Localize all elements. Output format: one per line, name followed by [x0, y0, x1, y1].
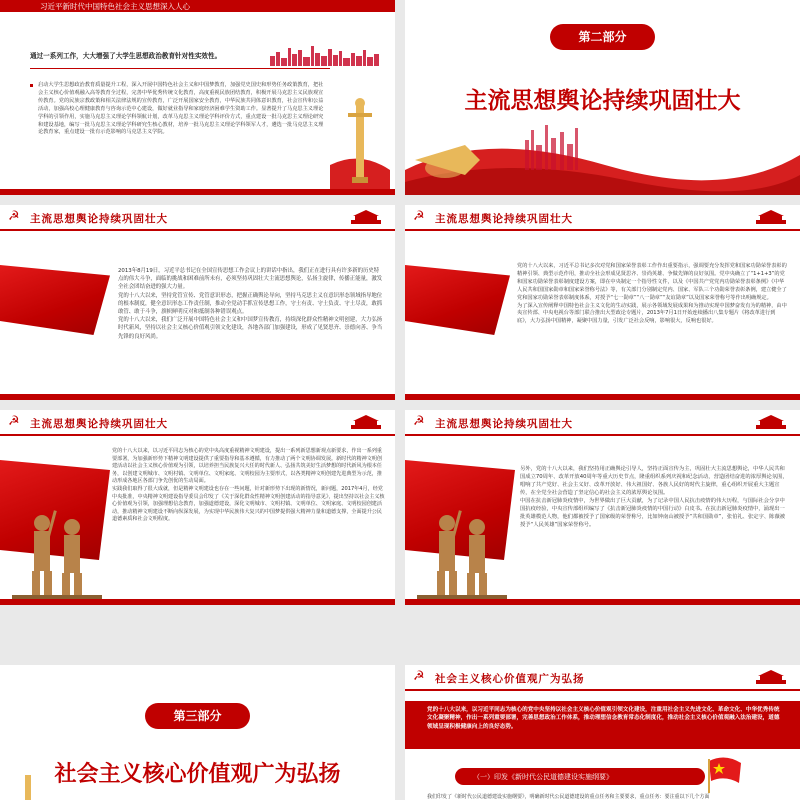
- slide-1-lead: 通过一系列工作，大大增强了大学生思想政治教育针对性实效性。: [30, 52, 222, 60]
- slide-1-rule: [30, 68, 330, 69]
- tiananmen-icon: [349, 413, 383, 431]
- party-emblem-icon: ☭: [413, 669, 425, 684]
- party-emblem-icon: ☭: [413, 209, 425, 224]
- slide-8-header-title: 社会主义核心价值观广为弘扬: [435, 673, 585, 685]
- slide-4-red-flag: [405, 265, 510, 335]
- slide-4: [405, 205, 800, 400]
- slide-5-header: [0, 410, 395, 435]
- part-two-pill: 第二部分: [550, 24, 655, 50]
- slide-3-bottom-bar: [0, 394, 395, 400]
- slide-3: [0, 205, 395, 400]
- slide-4-header: [405, 205, 800, 230]
- slide-8-header: [405, 665, 800, 690]
- slide-3-header: [0, 205, 395, 230]
- slide-1-header-title: 习近平新时代中国特色社会主义思想深入人心: [40, 2, 190, 11]
- huabiao-column-icon: [330, 95, 390, 195]
- party-emblem-icon: ☭: [413, 414, 425, 429]
- slide-6-body: 另外，党的十八大以来，我们坚持用正确舆论引导人，坚持正面宣传为主，巩固壮大主流思想舆论，中华人民共和国成立70周年、改革开放40周年等重大历史节点，隆重组织系列庆祝和纪念活动，营造团结奋进的浓厚舆论氛围，唱响了共产党好、社会主义好、改革开放好、伟大祖国好、各族人民好的时代主旋律，重心组织开展重大主题宣传，在全党全社会营造了坚定信心的社会主义的浓厚舆论氛围。 中国在抗击新冠肺炎疫情中，为世界做出了巨大贡献，为了记录中国人民抗击疫情的伟大历程，与国际社会分享中国抗疫经验，中央宣传部组织编写了《抗击新冠肺炎疫情的中国行动》白皮书。在抗击新冠肺炎疫情中，涌现出一批英雄模范人物，他们都被授予了国家级的荣誉称号，比如钟南山被授予“共和国勋章”，张伯礼、张定宇、陈薇被授予“人民英雄”国家荣誉称号。: [520, 466, 788, 528]
- slide-8-banner: [405, 701, 800, 749]
- slide-8-footer-text: 我们印发了《新时代公民道德建设实施纲要》，明确新时代公民道德建设的重点任务和主要要求，重点任务：要注重以下几个方面: [427, 794, 710, 800]
- slide-6-header: [405, 410, 800, 435]
- slide-4-bottom-bar: [405, 394, 800, 400]
- slide-1-bottom-bar: [0, 189, 395, 195]
- slide-3-header-rule: [0, 229, 395, 231]
- city-skyline-icon: [268, 44, 383, 66]
- slide-6: [405, 410, 800, 605]
- slide-5: [0, 410, 395, 605]
- slide-1-bullet-mark: [30, 84, 33, 87]
- tiananmen-icon: [349, 208, 383, 226]
- slide-6-header-rule: [405, 434, 800, 436]
- slide-2-title: 主流思想舆论持续巩固壮大: [464, 88, 741, 114]
- slide-6-header-title: 主流思想舆论持续巩固壮大: [435, 418, 573, 430]
- slide-5-header-rule: [0, 434, 395, 436]
- slide-6-bottom-bar: [405, 599, 800, 605]
- slide-1: [0, 0, 395, 195]
- slide-5-header-title: 主流思想舆论持续巩固壮大: [30, 418, 168, 430]
- slide-8-header-rule: [405, 689, 800, 691]
- slide-3-red-flag: [0, 265, 110, 335]
- red-flag-star-icon: [705, 753, 745, 793]
- party-emblem-icon: ☭: [8, 209, 20, 224]
- tiananmen-icon: [754, 208, 788, 226]
- party-emblem-icon: ☭: [8, 414, 20, 429]
- slide-8: [405, 665, 800, 800]
- slide-7-title: 社会主义核心价值观广为弘扬: [54, 762, 341, 787]
- tiananmen-icon: [754, 668, 788, 686]
- slide-4-body: 党的十八大以来，习近平总书记多次对党和国家荣誉表彰工作作出重要指示，强调要充分发挥党和国家功勋荣誉表彰的精神引领、典型示范作用，推动全社会形成见贤思齐、崇尚英雄、争做先锋的良好氛围。党中央确立了“1+1+3”的党和国家功勋荣誉表彰制度建设方案，即在中央制定一个指导性文件，以及《中国共产党党内功勋荣誉表彰条例》《中华人民共和国国家勋章和国家荣誉称号法》等，有关部门分别制定党内、国家、军队三个功勋荣誉表彰条例，建立健全了党和国家功勋荣誉表彰制度体系，对授予“七一勋章”“八一勋章”“友谊勋章”以及国家荣誉称号等作出明确规定。 为了深入宣传阐释中国特色社会主义文化的生动实践，展示各领域发展成果和为推动实现中国梦奋发有为的精神，由中央宣传部、中央电视台等部门联合推出大型政论专题片，2013年7月1日开始连续播出八集专题片《将改革进行到底》，大力弘扬中国精神，凝聚中国力量，引发广泛社会反响，影响很大，反响也很好。: [517, 263, 787, 325]
- tiananmen-icon: [754, 413, 788, 431]
- slide-3-body: 2013年8月19日，习近平总书记在全国宣传思想工作会议上的讲话中指出，我们正在进行具有许多新的历史特点的伟大斗争，面临的挑战和困难前所未有，必须坚持巩固壮大主流思想舆论，弘扬主旋律，传播正能量，激发全社会团结奋进的强大力量。 党的十八大以来，坚持党管宣传、党管意识形态，把握正确舆论导向，坚持马克思主义在意识形态领域指导地位的根本制度，健全意识形态工作责任制，推动全党动手抓宣传思想工作，守土有责、守土负责、守土尽责，敢抓敢管、敢于斗争，旗帜鲜明反对和抵制各种错误观点。 党的十八大以来，我们广泛开展中国特色社会主义和中国梦宣传教育，持续深化群众性精神文明创建，大力弘扬时代新风，坚持以社会主义核心价值观引领文化建设，各地各部门加强建设，形成了见贤思齐、崇德向善、争当先锋的良好风尚。: [118, 268, 383, 340]
- slide-7: [0, 665, 395, 800]
- slide-5-bottom-bar: [0, 599, 395, 605]
- slide-4-header-rule: [405, 229, 800, 231]
- slide-3-header-title: 主流思想舆论持续巩固壮大: [30, 213, 168, 225]
- part-three-pill: 第三部分: [145, 703, 250, 729]
- slide-8-banner-text: 党的十八大以来，以习近平同志为核心的党中央坚持以社会主义核心价值观引领文化建设，注重用社会主义先进文化、革命文化、中华优秀传统文化凝聚精神，作出一系列重要部署，完善思想政治工作体系，推动理想信念教育常态化制度化，推动社会主义核心价值观融入法治建设，道德领域呈现积极健康向上的良好态势。: [427, 707, 780, 730]
- slide-8-section-label: （一）印发《新时代公民道德建设实施纲要》: [473, 773, 613, 781]
- slide-5-body: 党的十八大以来，以习近平同志为核心的党中央高度重视精神文明建设，提出一系列新思想新观点新要求，作出一系列重要部署，为加强新形势下精神文明建设提供了重要指导和基本遵循，有力推动了两个文明协调发展。新时代的精神文明创建活动以社会主义核心价值观为引领，以培养担当民族复兴大任的时代新人、弘扬共筑美好生活梦想的时代新风为根本任务，以创建文明城市、文明村镇、文明单位、文明家庭、文明校园为主要形式，以各类精神文明创建先进典型为示范，推动形成各地区各部门争先创优的生动局面。 实践我们取得了很大成就，但是精神文明建设也存在一些问题，针对新形势下出现的新情况，新问题，2017年4月，经党中央批准，中央精神文明建设指导委员会印发了《关于深化群众性精神文明创建活动的指导意见》，提出坚持以社会主义核心价值观为引领，加强理想信念教育，加强道德建设，深化文明城市、文明村镇、文明单位、文明家庭、文明校园创建活动，推动精神文明建设不断向纵深发展，为实现中华民族伟大复兴的中国梦提供强大精神力量和道德支撑，全面提升公民道德素质和社会文明程度。: [112, 448, 385, 523]
- slide-8-section-pill: [455, 768, 705, 785]
- trumpet-flag-decoration: [405, 120, 800, 195]
- huabiao-column-icon: [18, 775, 38, 800]
- slide-1-body: 启动大学生思想政治教育质量提升工程，深入开展中国特色社会主义和中国梦教育，加强党史国史和形势任务政策教育，把社会主义核心价值观融入高等教育全过程，完善中华优秀传统文化教育，高度重视民族团结教育，积极开展马克思主义民族观宣传教育。党的民族宗教政策和相关法律法规的宣传教育，广泛开展国家安全教育，中华民族共同体意识教育，社会宣传和公益活动，加强高校心理健康教育与咨询示范中心建设，做好就业指导和家庭经济困难学生资助工作。显著提升了马克思主义理论学科的引领作用，实施马克思主义理论学科领航计划，改革马克思主义理论学科评价方式，重点建设一批马克思主义理论研究和建设基地，编写一批马克思主义理论学科研究生核心教材，培养一批马克思主义理论学科领军人才，遴选一批马克思主义理论教育家，重点建设一批有示范影响的马克思主义学院。: [38, 82, 324, 136]
- soldier-statue-icon: [417, 505, 507, 600]
- slide-4-header-title: 主流思想舆论持续巩固壮大: [435, 213, 573, 225]
- soldier-statue-icon: [12, 505, 102, 600]
- slide-2: [405, 0, 800, 195]
